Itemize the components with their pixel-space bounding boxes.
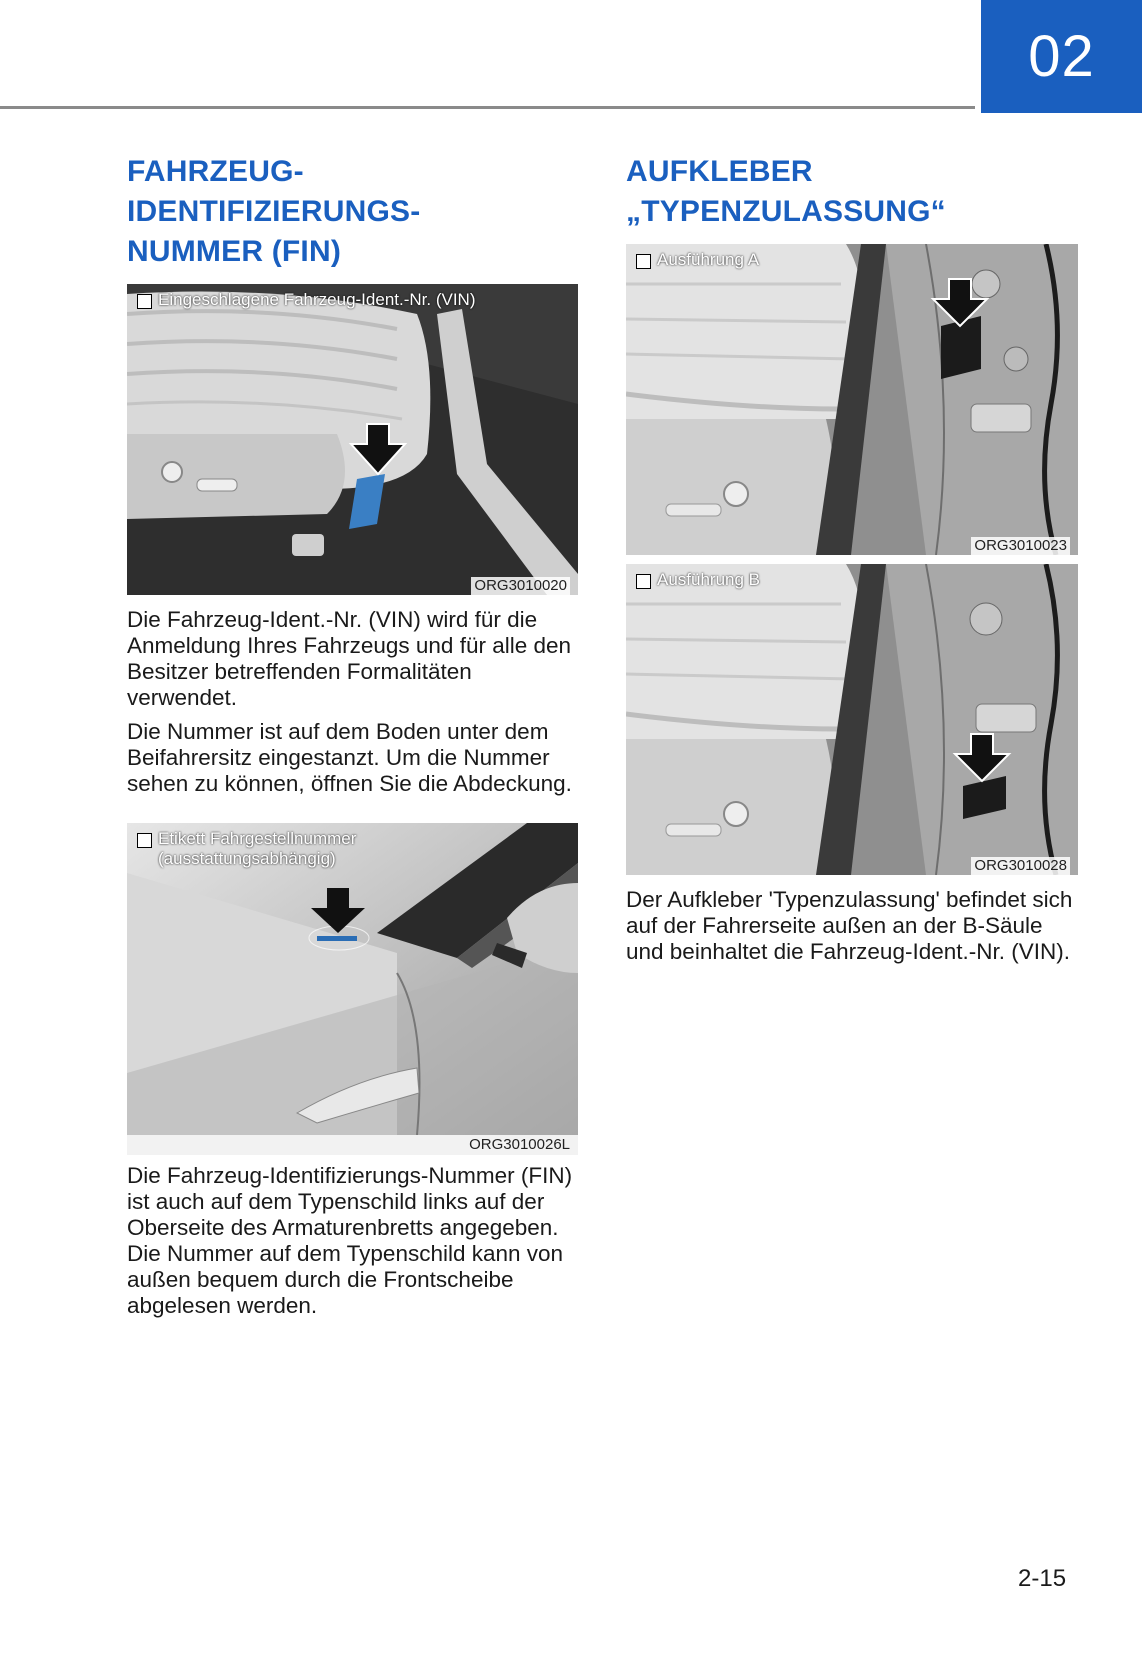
caption-square-icon bbox=[137, 833, 152, 848]
figure-vin-label bbox=[127, 823, 578, 1135]
figure-code: ORG3010020 bbox=[471, 577, 570, 595]
paragraph: Die Fahrzeug-Ident.-Nr. (VIN) wird für die Anmeldung Ihres Fahrzeugs und für alle den Besitzer betreffenden Formalitäten verwendet. bbox=[127, 607, 572, 710]
chapter-tab: 02 bbox=[981, 0, 1142, 113]
figure-caption: Ausführung B bbox=[636, 570, 760, 590]
figure-caption: Etikett Fahrgestellnummer (ausstattungsabhängig) bbox=[137, 829, 356, 869]
figure-code: ORG3010023 bbox=[971, 537, 1070, 555]
section-title-vin: FAHRZEUG-IDENTIFIZIERUNGS- NUMMER (FIN) bbox=[127, 155, 421, 268]
caption-square-icon bbox=[636, 254, 651, 269]
b-pillar-illustration-b bbox=[626, 564, 1078, 875]
paragraph: Die Nummer ist auf dem Boden unter dem Beifahrersitz eingestanzt. Um die Nummer sehen zu können, öffnen Sie die Abdeckung. bbox=[127, 719, 572, 796]
figure-code-strip bbox=[127, 1135, 578, 1155]
windshield-illustration bbox=[127, 823, 578, 1135]
figure-caption: Ausführung A bbox=[636, 250, 759, 270]
figure-code: ORG3010028 bbox=[971, 857, 1070, 875]
caption-square-icon bbox=[137, 294, 152, 309]
paragraph: Die Fahrzeug-Identifizierungs-Nummer (FIN) ist auch auf dem Typenschild links auf der Oberseite des Armaturenbretts angegeben. Die Nummer auf dem Typenschild kann von außen bequem durch die Frontscheibe abgelesen werden. bbox=[127, 1163, 573, 1318]
page-number: 2-15 bbox=[1018, 1565, 1067, 1592]
figure-version-a bbox=[626, 244, 1078, 555]
left-column bbox=[127, 152, 578, 1319]
b-pillar-illustration-a bbox=[626, 244, 1078, 555]
header-rule bbox=[0, 106, 975, 109]
figure-caption: Eingeschlagene Fahrzeug-Ident.-Nr. (VIN) bbox=[137, 290, 476, 310]
figure-stamped-vin bbox=[127, 284, 578, 595]
section-title-type-approval: AUFKLEBER „TYPENZULASSUNG“ bbox=[626, 155, 946, 228]
figure-version-b bbox=[626, 564, 1078, 875]
caption-square-icon bbox=[636, 574, 651, 589]
seat-floor-illustration bbox=[127, 284, 578, 595]
figure-code: ORG3010026L bbox=[469, 1136, 570, 1153]
right-column bbox=[626, 152, 1078, 965]
paragraph: Der Aufkleber 'Typenzulassung' befindet sich auf der Fahrerseite außen an der B-Säule und beinhaltet die Fahrzeug-Ident.-Nr. (VIN). bbox=[626, 887, 1073, 964]
